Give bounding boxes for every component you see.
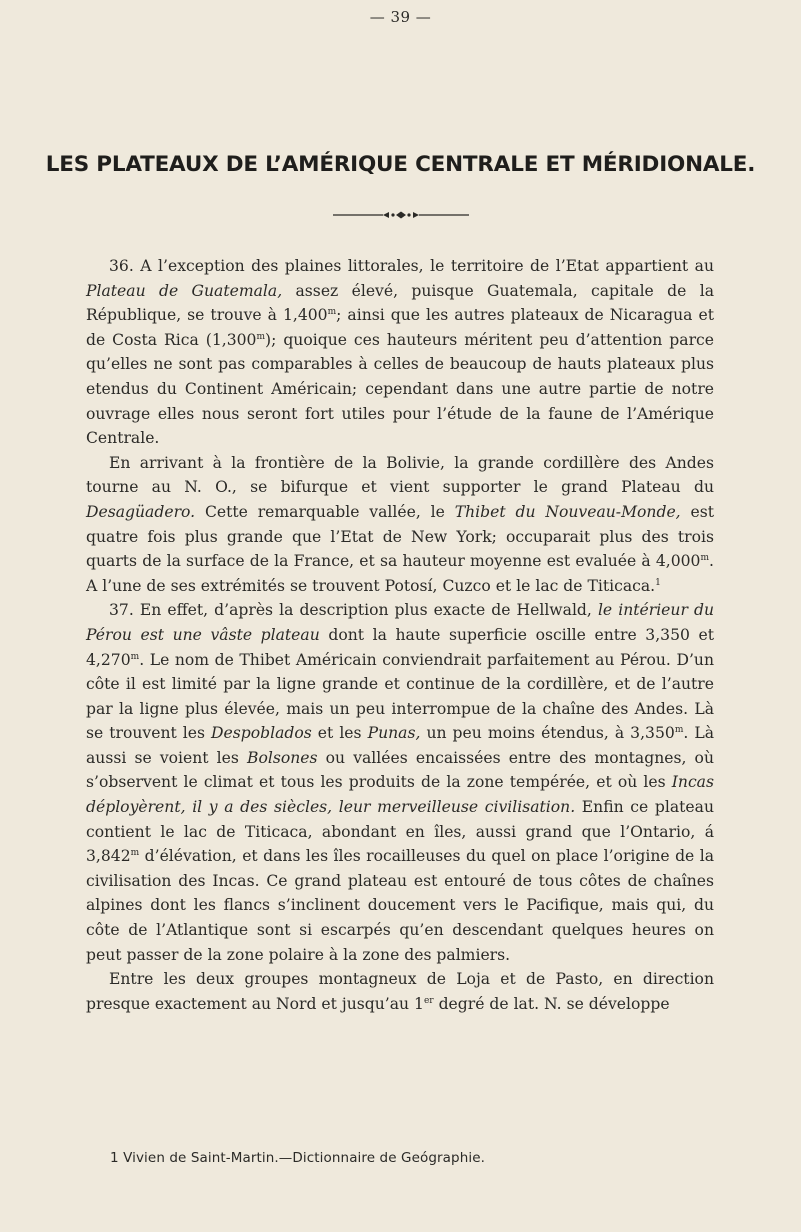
paragraph-37: 37. En effet, d’après la description plus exacte de Hellwald, le intérieur du Pérou est une vâste plateau dont la haute superficie oscille entre 3,350 et 4,270$^m$. Le nom de Thibet Américain conviendrait parfaitement au Pérou. D’un côte il est limité par la ligne grande et continue de la cordillère, et de l’autre par la ligne plus élevée, mais un peu interrompue de la chaîne des Andes. Là se trouvent les Despoblados et les Punas, un peu moins étendus, à 3,350$^m$. Là aussi se voient les Bolsones ou vallées encaissées entre des montagnes, où s’observent le climat et tous les produits de la zone tempérée, et où les Incas déployèrent, il y a des siècles, leur merveilleuse civilisation. Enfin ce plateau contient le lac de Titicaca, abondant en îles, aussi grand que l’Ontario, á 3,842$^m$ d’élévation, et dans les îles rocailleuses du quel on place l’origine de la civilisation des Incas. Ce grand plateau est entouré de tous côtes de chaînes alpines dont les flancs s’inclinent doucement vers le Pacifique, mais qui, du côte de l’Atlantique sont si escarpés qu’en descendant quelques heures on peut passer de la zone polaire à la zone des palmiers. (86, 601, 715, 964)
body-text (86, 254, 714, 1016)
paragraph-36: 36. A l’exception des plaines littorales, le territoire de l’Etat appartient au Plateau de Guatemala, assez élevé, puisque Guatemala, capitale de la République, se trouve à 1,400$^m$; ainsi que les autres plateaux de Nicaragua et de Costa Rica (1,300$^m$); quoique ces hauteurs méritent peu d’attention parce qu’elles ne sont pas comparables à celles de beaucoup de hauts plateaux plus etendus du Continent Américain; cependant dans une autre partie de notre ouvrage elles nous seront fort utiles pour l’étude de la faune de l’Amérique Centrale. (86, 257, 715, 448)
footnote: 1 Vivien de Saint-Martin.—Dictionnaire de Geógraphie. (110, 1150, 486, 1166)
ornament-divider-icon (333, 209, 469, 221)
chapter-title: LES PLATEAUX DE L’AMÉRIQUE CENTRALE ET MÉRIDIONALE. (45, 152, 756, 177)
page-number: — 39 — (369, 8, 432, 26)
paragraph-loja-pasto: Entre les deux groupes montagneux de Loja et de Pasto, en direction presque exactement au Nord et jusqu’au 1er degré de lat. N. se développe (86, 970, 714, 1013)
footnote-ref: 1 (655, 577, 661, 588)
paragraph-bolivie: En arrivant à la frontière de la Bolivie, la grande cordillère des Andes tourne au N. O., se bifurque et vient supporter le grand Plateau du Desagüadero. Cette remarquable vallée, le Thibet du Nouveau-Monde, est quatre fois plus grande que l’Etat de New York; occuparait plus des trois quarts de la surface de la France, et sa hauteur moyenne est evaluée à 4,000$^m$. A l’une de ses extrémités se trouvent Potosí, Cuzco et le lac de Titicaca.$^1$ (86, 453, 714, 595)
